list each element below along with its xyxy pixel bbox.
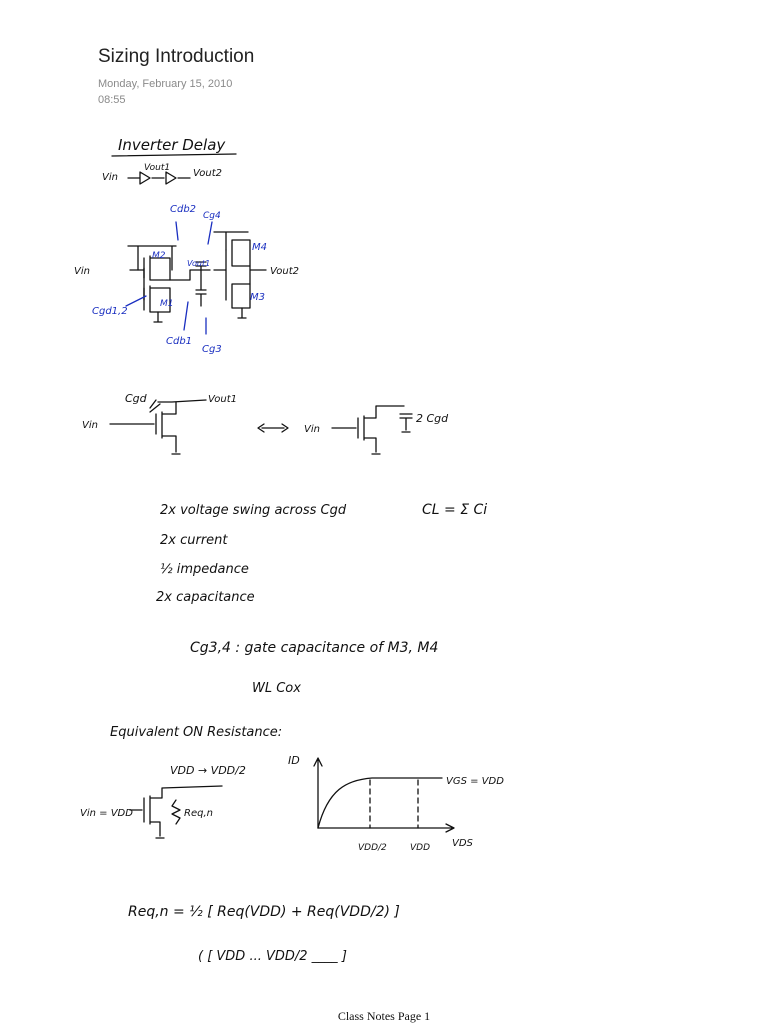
heading-underline — [112, 154, 236, 156]
label-vout1-schematic: Vout1 — [187, 259, 211, 268]
label-vgs-vdd: VGS = VDD — [446, 776, 504, 787]
label-vout2-schematic: Vout2 — [270, 266, 299, 277]
label-cg4: Cg4 — [203, 211, 221, 221]
page-footer: Class Notes Page 1 — [337, 1009, 431, 1023]
label-m2: M2 — [152, 251, 166, 261]
label-cdb2: Cdb2 — [170, 204, 197, 215]
inverter-chain-symbol — [128, 172, 190, 184]
label-two-cgd: 2 Cgd — [416, 412, 449, 425]
label-m3: M3 — [250, 292, 265, 303]
note-req-equation: Req,n = ½ [ Req(VDD) + Req(VDD/2) ] — [128, 904, 400, 920]
heading-inverter-delay: Inverter Delay — [118, 136, 226, 154]
label-cgd12: Cgd1,2 — [92, 306, 128, 317]
page-title: Sizing Introduction — [98, 46, 255, 67]
label-vin-equals-vdd: Vin = VDD — [80, 808, 133, 819]
label-req-n: Req,n — [184, 808, 213, 819]
label-cg3: Cg3 — [202, 344, 222, 355]
label-vout2-top: Vout2 — [193, 168, 222, 179]
label-vout1-top: Vout1 — [144, 163, 171, 173]
label-m4: M4 — [252, 242, 267, 253]
miller-equivalence-sketch — [110, 400, 412, 454]
label-id-axis: ID — [288, 754, 300, 767]
label-vdd-tick: VDD — [410, 843, 431, 853]
label-vdd-half-tick: VDD/2 — [358, 843, 387, 853]
label-vdd-to-vdd2: VDD → VDD/2 — [170, 764, 246, 777]
capacitor-pointer-arrows — [126, 222, 212, 334]
page-date: Monday, February 15, 2010 — [98, 78, 233, 90]
note-gate-capacitance: Cg3,4 : gate capacitance of M3, M4 — [190, 640, 439, 656]
note-line-impedance: ½ impedance — [160, 562, 249, 577]
label-vds-axis: VDS — [452, 838, 473, 849]
label-vout1-miller: Vout1 — [208, 394, 237, 405]
note-cl-sum: CL = Σ Ci — [422, 502, 488, 518]
note-wl-cox: WL Cox — [252, 681, 301, 696]
page-time: 08:55 — [98, 94, 126, 106]
label-vin-miller-right: Vin — [304, 424, 320, 435]
label-vin-schematic: Vin — [74, 266, 90, 277]
id-vds-plot — [314, 758, 454, 832]
two-stage-schematic — [128, 232, 266, 322]
label-vin-miller-left: Vin — [82, 420, 98, 431]
label-cdb1: Cdb1 — [166, 336, 193, 347]
note-line-voltage-swing: 2x voltage swing across Cgd — [160, 503, 347, 518]
note-last-line: ( [ VDD ... VDD/2 ____ ] — [198, 949, 347, 964]
note-line-current: 2x current — [160, 533, 228, 548]
note-line-capacitance: 2x capacitance — [156, 590, 255, 605]
label-cgd-miller: Cgd — [125, 392, 147, 405]
heading-equivalent-on-resistance: Equivalent ON Resistance: — [110, 725, 283, 740]
label-vin-top: Vin — [102, 172, 118, 183]
label-m1: M1 — [160, 299, 174, 309]
